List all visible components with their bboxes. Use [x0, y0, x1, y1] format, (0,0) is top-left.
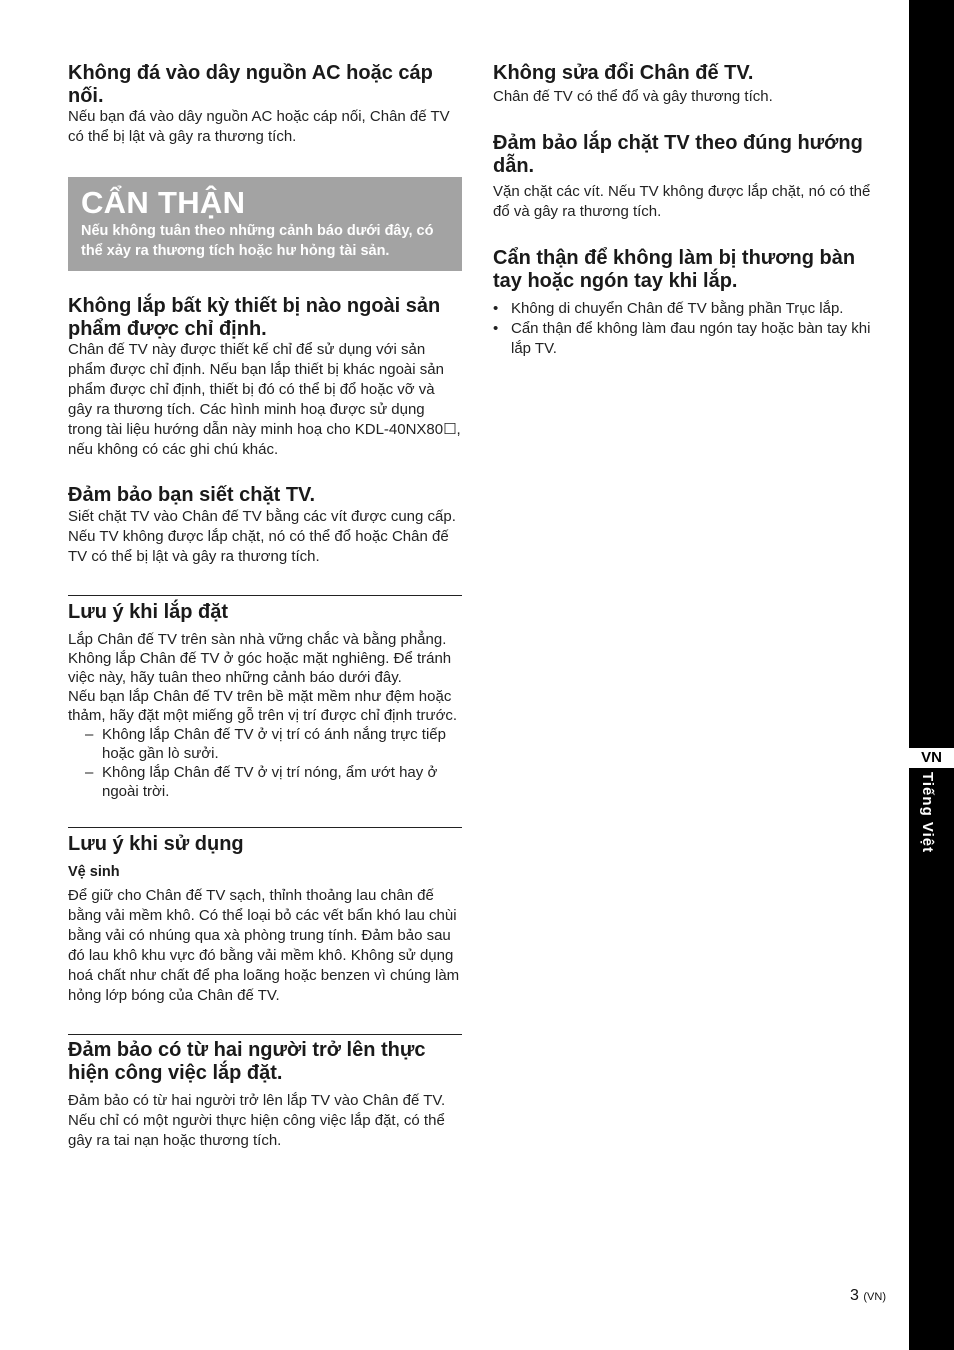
list-item: • Không di chuyển Chân đế TV bằng phần Trục lắp. — [511, 299, 873, 319]
section-heading: Không sửa đổi Chân đế TV. — [493, 62, 754, 84]
section-heading: Không đá vào dây nguồn AC hoặc cáp nối. — [68, 62, 433, 107]
caution-box — [68, 177, 462, 271]
section-heading: Đảm bảo bạn siết chặt TV. — [68, 484, 316, 506]
left-column — [68, 62, 462, 1151]
section-heading: Cẩn thận để không làm bị thương bàn tay hoặc ngón tay khi lắp. — [493, 247, 856, 292]
list-item: – Không lắp Chân đế TV ở vị trí nóng, ẩm ướt hay ở ngoài trời. — [102, 763, 462, 801]
install-list — [68, 725, 462, 801]
usage-body: Để giữ cho Chân đế TV sạch, thỉnh thoảng lau chân đế bằng vải mềm khô. Có thể loại bỏ các vết bẩn khó lau chùi bằng vải có nhúng qua xà phòng trung tính. Đảm bảo sau đó lau khô khu vực đó bằng vải mềm khô. Không sử dụng hoá chất như chất để pha loãng hoặc benzen vì chúng làm hỏng lớp bóng của Chân đế TV. — [68, 887, 460, 1004]
section-usage-notes — [68, 827, 462, 1006]
section-body: Nếu bạn đá vào dây nguồn AC hoặc cáp nối, Chân đế TV có thể bị lật và gây ra thương tích. — [68, 108, 450, 145]
section-body: Vặn chặt các vít. Nếu TV không được lắp chặt, nó có thể đổ và gây ra thương tích. — [493, 183, 871, 220]
hand-injury-list — [493, 299, 873, 359]
language-code-badge: VN — [909, 748, 954, 768]
language-side-tab — [909, 0, 954, 1350]
section-body: Chân đế TV này được thiết kế chỉ để sử dụng với sản phẩm được chỉ định. Nếu bạn lắp thiết bị khác ngoài sản phẩm được chỉ định, thiết bị đó có thể bị đổ hoặc vỡ và gây ra thương tích. Các hình minh hoạ được sử dụng trong tài liệu hướng dẫn này minh hoạ cho KDL-40NX80☐, nếu không có các ghi chú khác. — [68, 341, 461, 458]
page-number-suffix: (VN) — [863, 1291, 886, 1303]
install-body-1: Lắp Chân đế TV trên sàn nhà vững chắc và bằng phẳng. Không lắp Chân đế TV ở góc hoặc mặt nghiêng. Để tránh việc này, hãy tuân theo những cảnh báo dưới đây. — [68, 631, 452, 686]
install-body-2: Nếu bạn lắp Chân đế TV trên bề mặt mềm như đệm hoặc thảm, hãy đặt một miếng gỗ trên vị trí được chỉ định trước. — [68, 688, 458, 724]
section-heading: Đảm bảo có từ hai người trở lên thực hiện công việc lắp đặt. — [68, 1039, 426, 1084]
language-name: Tiếng Việt — [919, 772, 936, 854]
caution-title: CẨN THẬN — [81, 185, 246, 220]
section-install-notes — [68, 595, 462, 801]
list-item: – Không lắp Chân đế TV ở vị trí có ánh nắng trực tiếp hoặc gần lò sưởi. — [102, 725, 462, 763]
page-number — [850, 1287, 886, 1305]
section-heading: Lưu ý khi sử dụng — [68, 833, 244, 855]
section-body: Chân đế TV có thể đổ và gây thương tích. — [493, 88, 773, 105]
subheading-cleaning: Vệ sinh — [68, 864, 120, 880]
section-body: Đảm bảo có từ hai người trở lên lắp TV vào Chân đế TV. Nếu chỉ có một người thực hiện công việc lắp đặt, có thể gây ra tai nạn hoặc thương tích. — [68, 1092, 446, 1149]
section-ac-cable — [68, 62, 462, 147]
page-number-value: 3 — [850, 1287, 859, 1304]
section-body: Siết chặt TV vào Chân đế TV bằng các vít được cung cấp. Nếu TV không được lắp chặt, nó có thể đổ hoặc Chân đế TV có thể bị lật và gây ra thương tích. — [68, 508, 456, 565]
section-hand-injury — [493, 247, 873, 359]
section-secure-tv — [68, 484, 462, 567]
list-item: • Cẩn thận để không làm đau ngón tay hoặc bàn tay khi lắp TV. — [511, 319, 873, 359]
section-correct-install — [493, 132, 873, 222]
section-specified-product — [68, 295, 462, 460]
section-two-people — [68, 1034, 462, 1151]
right-column — [493, 62, 873, 359]
caution-text: Nếu không tuân theo những cảnh báo dưới đây, có thể xảy ra thương tích hoặc hư hỏng tài sản. — [81, 223, 434, 259]
section-no-modify — [493, 62, 873, 107]
section-heading: Lưu ý khi lắp đặt — [68, 601, 229, 623]
section-heading: Không lắp bất kỳ thiết bị nào ngoài sản phẩm được chỉ định. — [68, 295, 441, 340]
section-heading: Đảm bảo lắp chặt TV theo đúng hướng dẫn. — [493, 132, 863, 177]
